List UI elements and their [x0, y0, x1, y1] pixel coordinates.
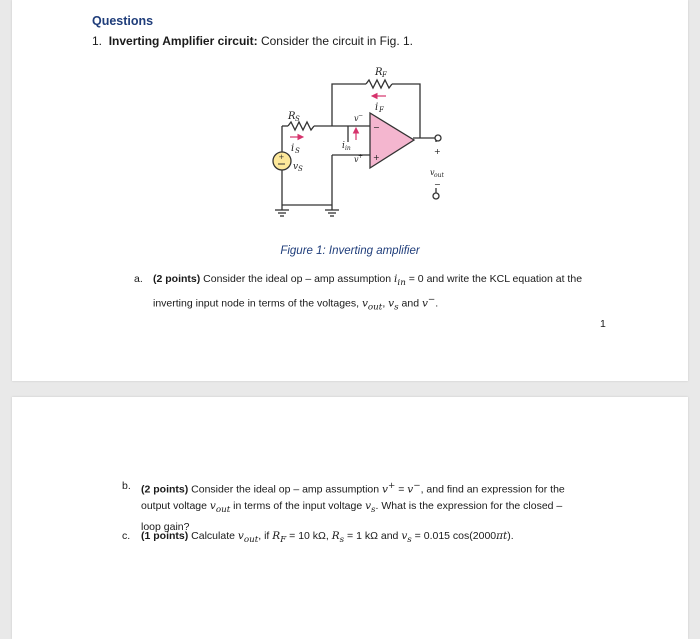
part-a-math-vout-sub: out [367, 302, 383, 313]
vout-label: v [430, 168, 435, 177]
part-c-math-vs-sub: s [407, 535, 412, 546]
page-number: 1 [600, 318, 606, 330]
vs-label-sub: S [298, 165, 303, 173]
output-terminal-negative [433, 193, 439, 199]
part-a-math-vout: v [361, 297, 368, 310]
part-c-label: c. [122, 530, 131, 542]
rf-label-sub: F [382, 71, 387, 79]
part-a-math-iin-sub: in [397, 278, 406, 289]
rs-label-sub: S [295, 115, 300, 123]
rs-resistor [288, 122, 314, 130]
part-c-val4: ). [507, 530, 514, 542]
part-b-line2a: output voltage [141, 500, 210, 512]
part-a-text: (2 points) Consider the ideal op – amp assumption $i_{in} = 0$ and write the KCL equation at the inverting input node in terms of the voltages, $v_{out}$, $v_s$ and v−. [153, 273, 583, 313]
part-c-val1: = 10 kΩ, [286, 530, 332, 542]
part-a-text2: = 0 and write the KCL equation at the [405, 273, 583, 285]
question-text: Consider the circuit in Fig. 1. [260, 34, 414, 48]
inverting-amplifier-circuit [258, 58, 458, 223]
questions-heading: Questions [92, 14, 154, 28]
part-b-math-vminus-sup: − [413, 481, 421, 491]
part-b-line2c: . What is the expression for the closed – [375, 500, 563, 512]
part-b-text [141, 478, 591, 535]
output-minus-sign: − [434, 180, 441, 189]
ground-right [325, 210, 339, 216]
part-c-text [141, 528, 591, 549]
part-a-text1: Consider the ideal op – amp assumption [203, 273, 395, 285]
part-a-text4: . [435, 297, 439, 310]
is-label-sub: S [295, 147, 300, 155]
part-c-math-vout: v [237, 530, 244, 542]
iin-label-sub: in [345, 145, 351, 152]
part-a-math-iin: i [394, 273, 398, 285]
figure-caption: Figure 1: Inverting amplifier [280, 245, 420, 257]
rs-label: R [288, 111, 296, 122]
part-c-text2: , if [258, 530, 273, 542]
part-b-math-vplus-sup: + [387, 481, 396, 491]
part-b-math-vs-sub: s [371, 505, 376, 516]
vs-label: v [293, 162, 299, 172]
ground-left [275, 210, 289, 216]
part-b-math-vminus: v [407, 483, 414, 496]
part-a-line2: inverting input node in terms of the voltages, [153, 297, 362, 310]
vout-label-sub: out [434, 172, 444, 179]
part-c-text1: Calculate [191, 530, 238, 542]
part-c-math-rs: R [331, 530, 340, 542]
output-terminal-positive [435, 135, 441, 141]
rf-label: R [375, 67, 383, 78]
part-b-label: b. [122, 480, 131, 492]
part-a-math-vminus: v [421, 297, 428, 310]
part-a-label: a. [134, 273, 143, 285]
vplus-label-sup: + [358, 153, 364, 160]
document-page-1 [12, 0, 688, 381]
part-c-math-rs-sub: s [339, 535, 345, 546]
question-1 [92, 34, 413, 48]
opamp-plus-sign: + [373, 153, 380, 162]
part-a-text3: and [398, 297, 422, 310]
opamp-minus-sign: − [373, 123, 380, 132]
output-plus-sign: + [434, 147, 441, 156]
part-b-text1: Consider the ideal op – amp assumption [191, 483, 383, 496]
if-label-sub: F [379, 106, 384, 114]
question-number: 1. [92, 34, 103, 48]
part-c-math-rf-sub: F [280, 535, 287, 546]
part-a-math-vs-sub: s [394, 302, 399, 313]
part-b-math-vplus: v [382, 483, 388, 496]
question-title: Inverting Amplifier circuit: [108, 34, 258, 48]
part-b-math-vs: v [365, 500, 372, 512]
feedback-wire-left [332, 84, 366, 126]
part-b-line3: loop gain? [141, 520, 190, 533]
part-a-math-vminus-sup: − [427, 294, 436, 305]
part-b-eq: = [395, 483, 408, 496]
part-c-math-vs: v [401, 530, 408, 542]
part-a-points: (2 points) [153, 273, 201, 285]
part-b-line2b: in terms of the input voltage [230, 500, 366, 512]
if-label: i [375, 102, 379, 113]
part-a-math-vs: v [388, 297, 395, 310]
part-c-math-rf: R [272, 530, 281, 542]
part-b-math-vout-sub: out [215, 505, 231, 516]
part-c-points: (1 points) [141, 530, 189, 542]
vminus-label-sup: − [358, 112, 364, 119]
part-b-points: (2 points) [141, 483, 189, 496]
part-c-val3: = 0.015 cos(2000 [411, 530, 497, 542]
part-b-math-vout: v [209, 500, 216, 512]
part-c-math-vout-sub: out [243, 535, 259, 546]
part-c-math-pit: πt [496, 530, 508, 542]
vplus-label: v [354, 155, 359, 164]
part-c-val2: = 1 kΩ and [344, 530, 402, 542]
is-label: i [291, 143, 295, 154]
vminus-label: v [354, 114, 359, 123]
part-b-text2: , and find an expression for the [420, 483, 565, 496]
rf-resistor [366, 80, 392, 88]
svg-text:+: + [278, 153, 285, 161]
iin-label: i [342, 141, 345, 151]
